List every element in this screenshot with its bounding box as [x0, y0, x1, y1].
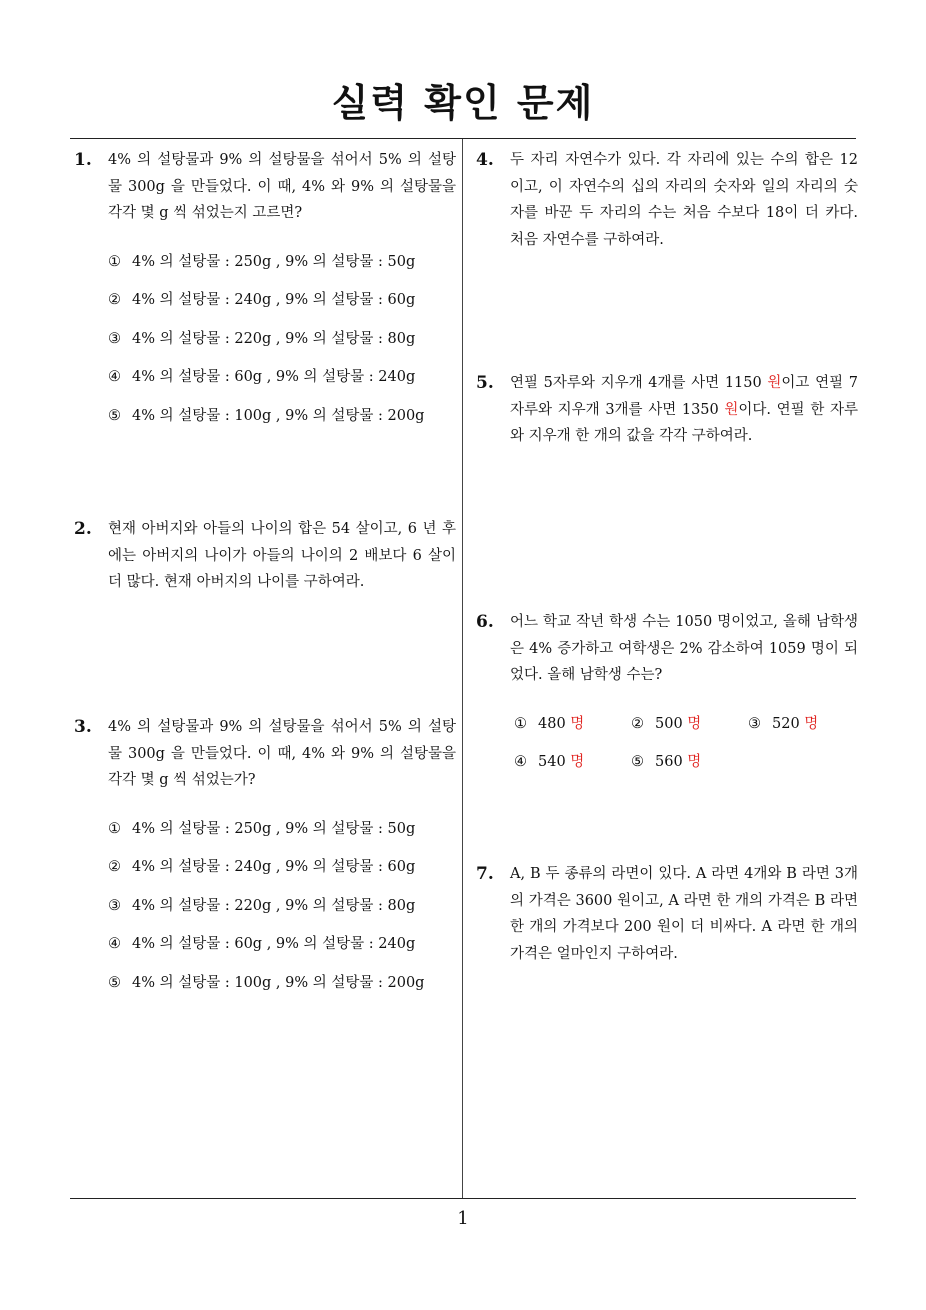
- option-4[interactable]: [108, 364, 456, 403]
- option-2[interactable]: [631, 711, 748, 737]
- unit-won: 원: [724, 401, 739, 418]
- option-4[interactable]: [108, 931, 456, 970]
- option-5[interactable]: [108, 970, 456, 1009]
- option-unit: 명: [687, 715, 702, 732]
- question-number: 7.: [476, 864, 494, 884]
- option-marker: ④: [514, 753, 527, 770]
- option-value: 480: [538, 715, 566, 732]
- option-1[interactable]: [514, 711, 631, 737]
- option-marker: ⑤: [631, 753, 644, 770]
- question-7: [476, 861, 858, 967]
- option-marker: ③: [108, 897, 121, 914]
- option-text: 4% 의 설탕물 : 240g , 9% 의 설탕물 : 60g: [132, 292, 416, 308]
- question-number: 4.: [476, 150, 494, 170]
- question-6: [476, 609, 858, 775]
- option-list: [108, 249, 456, 442]
- question-2: [74, 516, 456, 596]
- option-text: 4% 의 설탕물 : 250g , 9% 의 설탕물 : 50g: [132, 253, 416, 270]
- option-marker: ②: [631, 715, 644, 732]
- question-1: [74, 147, 456, 441]
- option-value: 500: [655, 715, 683, 732]
- option-text: 4% 의 설탕물 : 60g , 9% 의 설탕물 : 240g: [132, 936, 416, 952]
- footer-rule: [70, 1198, 856, 1199]
- question-number: 1.: [74, 150, 92, 170]
- option-value: 520: [772, 715, 800, 732]
- option-marker: ①: [514, 715, 527, 732]
- option-2[interactable]: [108, 854, 456, 893]
- option-text: 4% 의 설탕물 : 100g , 9% 의 설탕물 : 200g: [132, 974, 425, 991]
- column-divider: [462, 139, 463, 1198]
- option-text: 4% 의 설탕물 : 220g , 9% 의 설탕물 : 80g: [132, 897, 416, 914]
- option-4[interactable]: [514, 749, 631, 775]
- option-marker: ⑤: [108, 974, 121, 991]
- text-part: 이다. 연필 한 자루와 지우개 한 개의 값을 각각 구하여라.: [510, 401, 858, 444]
- question-number: 2.: [74, 519, 92, 539]
- option-text: 4% 의 설탕물 : 220g , 9% 의 설탕물 : 80g: [132, 330, 416, 347]
- question-text: 어느 학교 작년 학생 수는 1050 명이었고, 올해 남학생은 4% 증가하고 여학생은 2% 감소하여 1059 명이 되었다. 올해 남학생 수는?: [510, 614, 858, 683]
- question-3: [74, 714, 456, 1008]
- option-marker: ④: [108, 369, 121, 385]
- unit-won: 원: [767, 375, 782, 391]
- question-text: 현재 아버지와 아들의 나이의 합은 54 살이고, 6 년 후에는 아버지의 나이가 아들의 나이의 2 배보다 6 살이 더 많다. 현재 아버지의 나이를 구하여라.: [108, 521, 456, 590]
- option-text: 4% 의 설탕물 : 250g , 9% 의 설탕물 : 50g: [132, 820, 416, 837]
- option-1[interactable]: [108, 816, 456, 855]
- option-marker: ①: [108, 253, 121, 270]
- option-marker: ⑤: [108, 407, 121, 424]
- option-unit: 명: [804, 715, 819, 732]
- option-marker: ①: [108, 820, 121, 837]
- option-text: 4% 의 설탕물 : 100g , 9% 의 설탕물 : 200g: [132, 407, 425, 424]
- option-3[interactable]: [748, 711, 865, 737]
- option-marker: ②: [108, 859, 121, 875]
- question-text: A, B 두 종류의 라면이 있다. A 라면 4개와 B 라면 3개의 가격은 3600 원이고, A 라면 한 개의 가격은 B 라면 한 개의 가격보다 200 원이 더 비싸다. A 라면 한 개의 가격은 얼마인지 구하여라.: [510, 866, 858, 962]
- option-text: 4% 의 설탕물 : 240g , 9% 의 설탕물 : 60g: [132, 859, 416, 875]
- question-text: 4% 의 설탕물과 9% 의 설탕물을 섞어서 5% 의 설탕물 300g 을 만들었다. 이 때, 4% 와 9% 의 설탕물을 각각 몇 g 씩 섞었는지 고르면?: [108, 152, 456, 221]
- option-marker: ④: [108, 936, 121, 952]
- option-marker: ③: [108, 330, 121, 347]
- page-title: 실력 확인 문제: [331, 81, 595, 125]
- option-2[interactable]: [108, 287, 456, 326]
- question-number: 5.: [476, 373, 494, 393]
- question-text: 4% 의 설탕물과 9% 의 설탕물을 섞어서 5% 의 설탕물 300g 을 만들었다. 이 때, 4% 와 9% 의 설탕물을 각각 몇 g 씩 섞었는가?: [108, 719, 456, 788]
- option-1[interactable]: [108, 249, 456, 288]
- question-number: 3.: [74, 717, 92, 737]
- question-number: 6.: [476, 612, 494, 632]
- question-text: 두 자리 자연수가 있다. 각 자리에 있는 수의 합은 12 이고, 이 자연수의 십의 자리의 숫자와 일의 자리의 숫자를 바꾼 두 자리의 수는 처음 수보다 18이 더 카다. 처음 자연수를 구하여라.: [510, 152, 858, 248]
- option-text: 4% 의 설탕물 : 60g , 9% 의 설탕물 : 240g: [132, 369, 416, 385]
- question-text: [510, 370, 858, 450]
- option-marker: ②: [108, 292, 121, 308]
- option-unit: 명: [570, 753, 585, 770]
- question-5: [476, 370, 858, 450]
- option-grid: [514, 711, 858, 775]
- question-4: [476, 147, 858, 253]
- text-part: 이고 연필 7 자루와 지우개 3개를 사면 1350: [510, 375, 858, 418]
- header-rule: [70, 138, 856, 139]
- option-3[interactable]: [108, 893, 456, 932]
- option-value: 540: [538, 753, 566, 770]
- option-5[interactable]: [108, 403, 456, 442]
- option-list: [108, 816, 456, 1009]
- option-marker: ③: [748, 715, 761, 732]
- option-3[interactable]: [108, 326, 456, 365]
- option-unit: 명: [570, 715, 585, 732]
- text-part: 연필 5자루와 지우개 4개를 사면 1150: [510, 375, 768, 391]
- option-value: 560: [655, 753, 683, 770]
- page-number: 1: [457, 1208, 469, 1229]
- option-5[interactable]: [631, 749, 748, 775]
- option-unit: 명: [687, 753, 702, 770]
